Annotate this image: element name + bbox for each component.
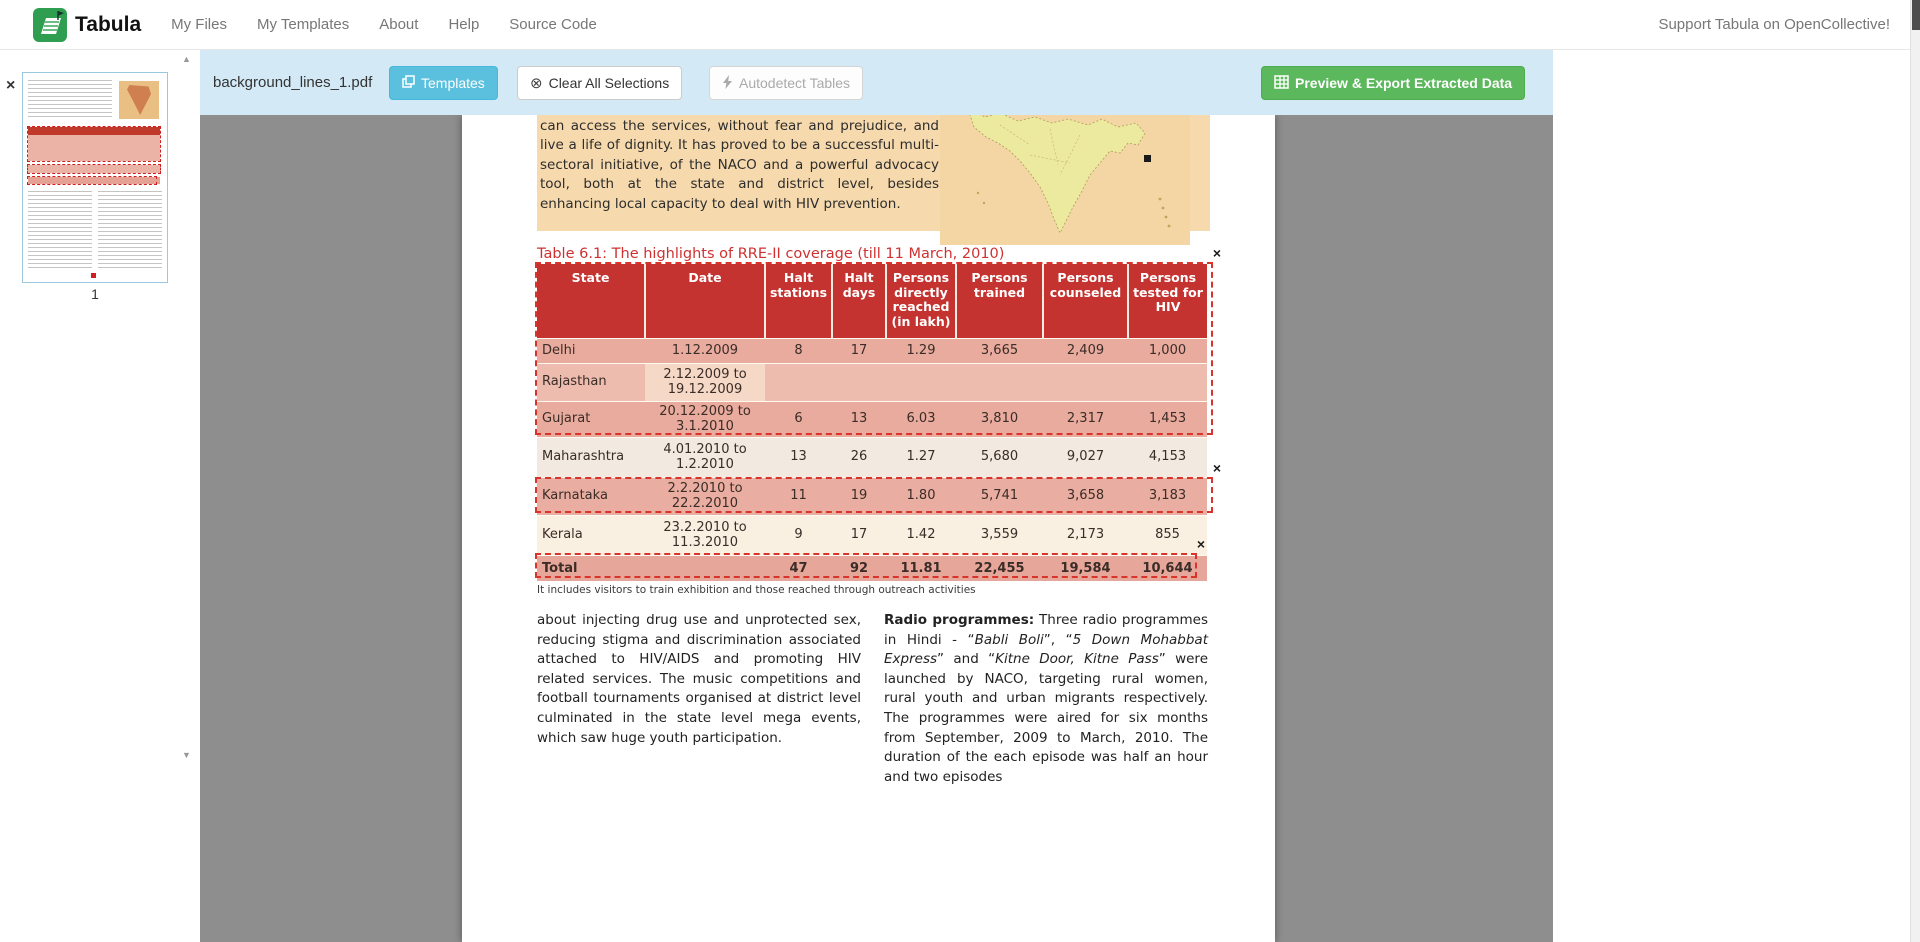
preview-export-button[interactable] — [1261, 66, 1525, 100]
table-title: Table 6.1: The highlights of RRE-II coverage (till 11 March, 2010) — [537, 246, 1005, 262]
autodetect-tables-button — [709, 66, 863, 100]
table-cell: 2,409 — [1043, 338, 1128, 363]
selection-close-icon[interactable]: × — [1196, 536, 1205, 552]
table-grid-icon — [1274, 75, 1289, 92]
thumbnail-sidebar — [0, 50, 200, 942]
table-cell: Kerala — [537, 515, 645, 555]
table-cell: 26 — [832, 437, 886, 477]
toolbar — [200, 50, 1553, 115]
table-cell: 3,559 — [956, 515, 1043, 555]
table-cell: Gujarat — [537, 401, 645, 437]
table-cell: 2,317 — [1043, 401, 1128, 437]
selection-close-icon[interactable]: × — [1212, 460, 1221, 476]
table-cell: Rajasthan — [537, 363, 645, 401]
table-cell: 3,810 — [956, 401, 1043, 437]
nav-my-templates[interactable]: My Templates — [256, 16, 350, 33]
table-cell: 11.81 — [886, 555, 956, 581]
brand-home-link[interactable] — [33, 8, 141, 42]
selection-box-3[interactable] — [535, 536, 1205, 578]
table-cell: 1.80 — [886, 477, 956, 515]
navbar — [0, 0, 1920, 50]
selection-box-2[interactable] — [535, 460, 1221, 513]
intro-paragraph: can access the services, without fear and prejudice, and live a life of dignity. It has proved to be a successful multi-sectoral initiative, of the NACO and a powerful advocacy tool, both at the state and district level, besides enhancing local capacity to deal with HIV prevention. — [540, 118, 939, 212]
table-row — [537, 515, 1207, 555]
table-cell: 1,000 — [1128, 338, 1207, 363]
table-cell: 2,173 — [1043, 515, 1128, 555]
nav-source-code[interactable]: Source Code — [509, 16, 597, 33]
thumbnail-marker — [91, 273, 96, 278]
thumbnail-selection — [27, 176, 157, 185]
clear-all-selections-button[interactable] — [517, 66, 682, 100]
thumbnail-map — [119, 81, 159, 119]
nav-about[interactable]: About — [379, 16, 419, 33]
column-header: Halt days — [832, 264, 886, 338]
pdf-viewer[interactable] — [200, 115, 1553, 942]
table-cell: 1.42 — [886, 515, 956, 555]
body-text-left-column: about injecting drug use and unprotected sex, reducing stigma and discrimination associated attached to HIV/AIDS and promoting HIV related services. The music competitions and football tournaments organised at district level culminated in the state level mega events, which saw huge youth participation. — [537, 612, 861, 746]
document-filename: background_lines_1.pdf — [213, 74, 373, 91]
table-cell: 5,741 — [956, 477, 1043, 515]
thumbnail-text-block — [98, 191, 162, 269]
support-link[interactable]: Support Tabula on OpenCollective! — [1658, 16, 1890, 33]
table-cell: 8 — [765, 338, 832, 363]
table-cell: 92 — [832, 555, 886, 581]
table-cell: 13 — [832, 401, 886, 437]
table-cell: 19 — [832, 477, 886, 515]
table-cell: 6 — [765, 401, 832, 437]
table-cell: 1,453 — [1128, 401, 1207, 437]
pdf-page[interactable] — [462, 115, 1275, 942]
table-cell: 47 — [765, 555, 832, 581]
main-nav — [171, 16, 597, 33]
column-header: Persons directly reached (in lakh) — [886, 264, 956, 338]
export-label: Preview & Export Extracted Data — [1295, 75, 1513, 91]
table-cell: 9,027 — [1043, 437, 1128, 477]
nav-help[interactable]: Help — [448, 16, 480, 33]
column-header: Persons trained — [956, 264, 1043, 338]
table-cell: 3,665 — [956, 338, 1043, 363]
table-cell: 4.01.2010 to 1.2.2010 — [645, 437, 765, 477]
table-cell: 1.27 — [886, 437, 956, 477]
nav-my-files[interactable]: My Files — [171, 16, 227, 33]
table-cell: 11 — [765, 477, 832, 515]
table-cell: 4,153 — [1128, 437, 1207, 477]
scrollbar-thumb[interactable] — [1912, 0, 1920, 30]
table-cell: 17 — [832, 515, 886, 555]
table-cell: 2.2.2010 to 22.2.2010 — [645, 477, 765, 515]
table-cell: 17 — [832, 338, 886, 363]
tabula-logo-icon — [33, 8, 67, 42]
autodetect-label: Autodetect Tables — [739, 75, 851, 91]
window-scrollbar[interactable] — [1910, 0, 1920, 942]
table-cell: Total — [537, 555, 645, 581]
templates-icon — [402, 75, 415, 91]
column-header: Persons counseled — [1043, 264, 1128, 338]
table-cell: 2.12.2009 to 19.12.2009 — [645, 363, 765, 401]
circle-x-icon: ⊗ — [530, 75, 543, 92]
page-number: 1 — [91, 286, 99, 302]
templates-label: Templates — [421, 75, 485, 91]
page-thumbnail[interactable] — [22, 72, 168, 283]
table-cell: Karnataka — [537, 477, 645, 515]
table-cell: 23.2.2010 to 11.3.2010 — [645, 515, 765, 555]
table-cell: Maharashtra — [537, 437, 645, 477]
column-header: Halt stations — [765, 264, 832, 338]
table-cell: Delhi — [537, 338, 645, 363]
table-cell: 855 — [1128, 515, 1207, 555]
brand-title: Tabula — [75, 12, 142, 36]
table-cell: 13 — [765, 437, 832, 477]
table-cell: 3,183 — [1128, 477, 1207, 515]
thumbnail-text-block — [28, 191, 92, 269]
thumbnail-selection — [27, 126, 161, 162]
india-map — [940, 115, 1190, 245]
table-cell: 1.29 — [886, 338, 956, 363]
selection-close-icon[interactable]: × — [1212, 245, 1221, 261]
body-text-right-column: Radio programmes: Three radio programmes in Hindi - “Babli Boli”, “5 Down Mohabbat Express” and “Kitne Door, Kitne Pass” were launched by NACO, targeting rural women, rural youth and urban migrants respectively. The programmes were aired for six months from September, 2009 to March, 2010. The duration of the each episode was half an hour and two episodes — [884, 612, 1209, 785]
column-header: Date — [645, 264, 765, 338]
table-cell: 9 — [765, 515, 832, 555]
sidebar-scroll-down-icon[interactable]: ▼ — [182, 750, 191, 760]
templates-button[interactable] — [389, 66, 498, 100]
column-header: State — [537, 264, 645, 338]
table-footnote: It includes visitors to train exhibition and those reached through outreach activities — [537, 584, 976, 596]
lightning-icon — [722, 75, 733, 92]
table-cell: 3,658 — [1043, 477, 1128, 515]
thumbnail-text-block — [28, 80, 112, 118]
table-cell: 19,584 — [1043, 555, 1128, 581]
table-cell: 1.12.2009 — [645, 338, 765, 363]
table-cell: 10,644 — [1128, 555, 1207, 581]
sidebar-scroll-up-icon[interactable]: ▲ — [182, 54, 191, 64]
table-row — [537, 437, 1207, 477]
table-cell: 20.12.2009 to 3.1.2010 — [645, 401, 765, 437]
clear-label: Clear All Selections — [548, 75, 670, 91]
table-cell: 6.03 — [886, 401, 956, 437]
table-cell: 5,680 — [956, 437, 1043, 477]
column-header: Persons tested for HIV — [1128, 264, 1207, 338]
thumbnail-close-icon[interactable]: × — [6, 77, 16, 94]
thumbnail-selection — [27, 164, 161, 174]
table-cell: 22,455 — [956, 555, 1043, 581]
